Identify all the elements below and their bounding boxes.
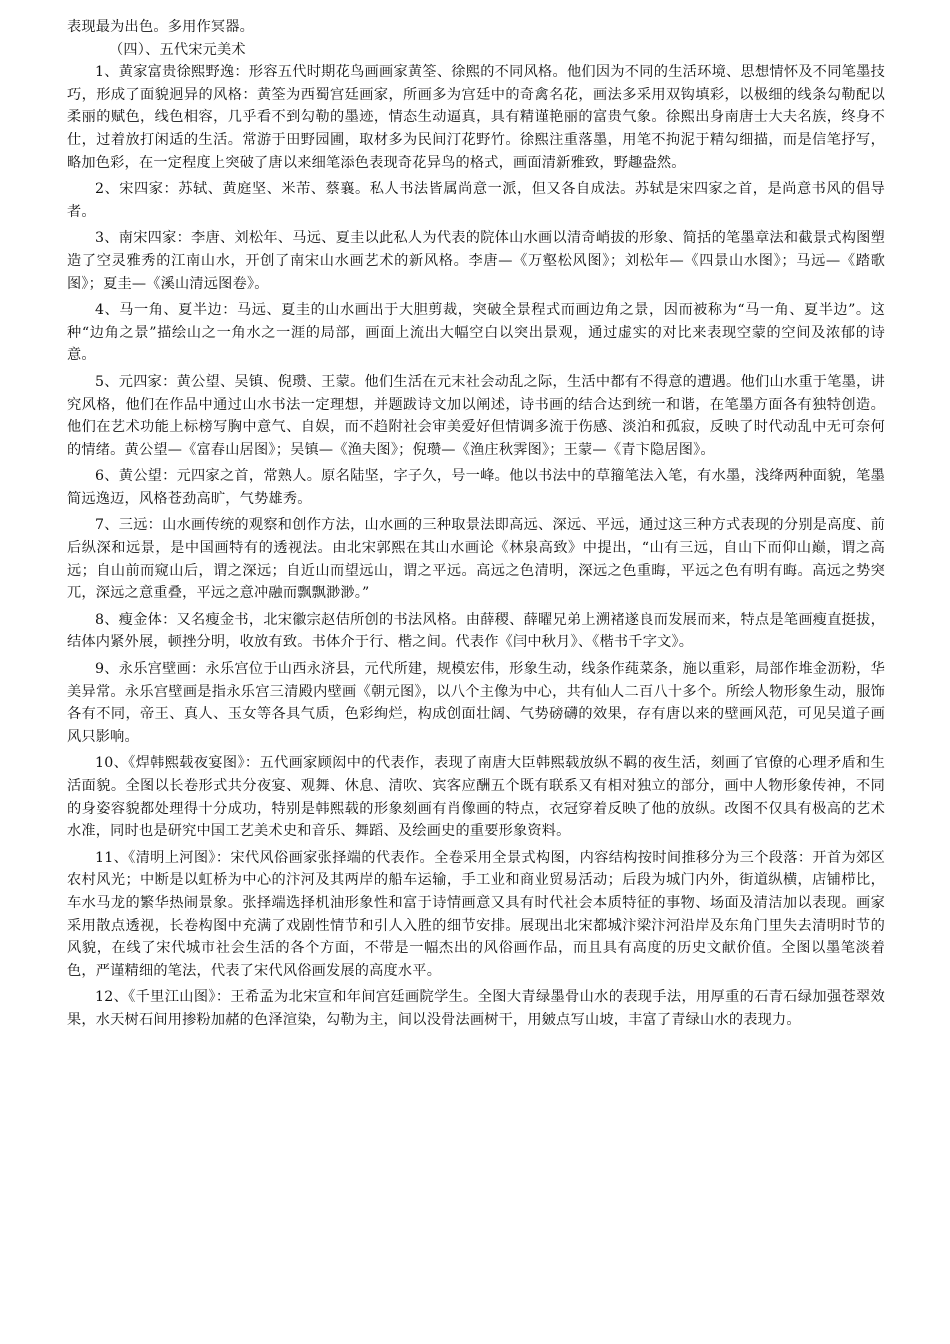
list-item: 9、永乐宫壁画：永乐宫位于山西永济县，元代所建，规模宏伟，形象生动，线条作莼菜条，施以重彩，局部作堆金沥粉，华美异常。永乐宫壁画是指永乐宫三清殿内壁画《朝元图》，以八个主像为中心，共有仙人二百八十多个。所绘人物形象生动，服饰各有不同，帝王、真人、玉女等各具气质，色彩绚烂，构成创面壮阔、气势磅礴的效果，存有唐以来的壁画风范，可见吴道子画风只影响。 (67, 661, 885, 745)
section-heading: （四）、五代宋元美术 (109, 41, 246, 58)
list-item: 10、《焊韩熙载夜宴图》：五代画家顾闳中的代表作，表现了南唐大臣韩熙载放纵不羁的夜生活，刻画了官僚的心理矛盾和生活面貌。全图以长卷形式共分夜宴、观舞、休息、清吹、宾客应酬五个既有联系又有相对独立的部分，画中人物形象传神，不同的身姿容貌都处理得十分成功，特别是韩熙载的形象刻画有肖像画的特点，衣冠穿着反映了他的放纵。改图不仅具有极高的艺术水准，同时也是研究中国工艺美术史和音乐、舞蹈、及绘画史的重要形象资料。 (67, 755, 885, 840)
intro-line: 表现最为出色。多用作冥器。 (67, 19, 255, 35)
list-item: 12、《千里江山图》：王希孟为北宋宣和年间宫廷画院学生。全图大青绿墨骨山水的表现手法，用厚重的石青石绿加强苍翠效果，水天树石间用掺粉加赭的色泽渲染，勾勒为主，间以没骨法画树干，用皴点写山坡，丰富了青绿山水的表现力。 (67, 989, 885, 1028)
list-item: 5、元四家：黄公望、吴镇、倪瓒、王蒙。他们生活在元末社会动乱之际，生活中都有不得意的遭遇。他们山水重于笔墨，讲究风格，他们在作品中通过山水书法一定理想，并题跋诗文加以阐述，诗书画的结合达到统一和谐，在笔墨方面各有独特创造。他们在艺术功能上标榜写胸中意气、自娱，而不趋附社会审美爱好但情调多流于伤感、淡泊和孤寂，反映了时代动乱中无可奈何的情绪。黄公望—《富春山居图》；吴镇—《渔夫图》；倪瓒—《渔庄秋霁图》；王蒙—《青卞隐居图》。 (67, 373, 885, 458)
list-item: 2、宋四家：苏轼、黄庭坚、米芾、蔡襄。私人书法皆属尚意一派，但又各自成法。苏轼是宋四家之首，是尚意书风的倡导者。 (67, 181, 885, 220)
list-item: 1、黄家富贵徐熙野逸：形容五代时期花鸟画画家黄筌、徐熙的不同风格。他们因为不同的生活环境、思想情怀及不同笔墨技巧，形成了面貌迥异的风格：黄筌为西蜀宫廷画家，所画多为宫廷中的奇禽名花，画法多采用双钩填彩，以极细的线条勾勒配以柔丽的赋色，线色相容，几乎看不到勾勒的墨迹，情态生动逼真，具有精谨艳丽的富贵气象。徐熙出身南唐士大夫名族，终身不仕，过着放打闲适的生活。常游于田野园圃，取材多为民间汀花野竹。徐熙注重落墨，用笔不拘泥于精勾细描，而是信笔抒写，略加色彩，在一定程度上突破了唐以来细笔添色表现奇花异鸟的格式，画面清新雅致，野趣盎然。 (67, 64, 885, 171)
list-item: 4、马一角、夏半边：马远、夏圭的山水画出于大胆剪裁，突破全景程式而画边角之景，因而被称为“马一角、夏半边”。这种“边角之景”描绘山之一角水之一涯的局部，画面上流出大幅空白以突出景观，通过虚实的对比来表现空蒙的空间及浓郁的诗意。 (67, 302, 885, 364)
document-page (67, 16, 885, 1036)
list-item: 6、黄公望：元四家之首，常熟人。原名陆坚，字子久，号一峰。他以书法中的草籀笔法入笔，有水墨，浅绛两种面貌，笔墨简远逸迈，风格苍劲高旷，气势雄秀。 (67, 468, 885, 507)
list-item: 11、《清明上河图》：宋代风俗画家张择端的代表作。全卷采用全景式构图，内容结构按时间推移分为三个段落：开首为郊区农村风光；中断是以虹桥为中心的汴河及其两岸的船车运输，手工业和商业贸易活动；后段为城门内外，街道纵横，店铺栉比，车水马龙的繁华热闹景象。张择端选择机油形象性和富于诗情画意又具有时代社会本质特征的事物、场面及清洁加以表现。画家采用散点透视，长卷构图中充满了戏剧性情节和引人入胜的细节安排。展现出北宋都城汴梁汴河沿岸及东角门里失去清明时节的风貌，在线了宋代城市社会生活的各个方面，不带是一幅杰出的风俗画作品，而且具有高度的历史文献价值。全图以墨笔淡着色，严谨精细的笔法，代表了宋代风俗画发展的高度水平。 (67, 849, 885, 979)
item-list (67, 61, 885, 1031)
list-item: 7、三远：山水画传统的观察和创作方法，山水画的三种取景法即高远、深远、平远，通过这三种方式表现的分别是高度、前后纵深和远景，是中国画特有的透视法。由北宋郭熙在其山水画论《林泉高致》中提出，“山有三远，自山下而仰山巅，谓之高远；自山前而窥山后，谓之深远；自近山而望远山，谓之平远。高远之色清明，深远之色重晦，平远之色有明有晦。高远之势突兀，深远之意重叠，平远之意冲融而飘飘渺渺。” (67, 517, 885, 602)
list-item: 8、瘦金体：又名瘦金书，北宋徽宗赵佶所创的书法风格。由薛稷、薛曜兄弟上溯褚遂良而发展而来，特点是笔画瘦直挺拔，结体内紧外展，顿挫分明，收放有致。书体介于行、楷之间。代表作《闫中秋月》、《楷书千字文》。 (67, 611, 885, 651)
list-item: 3、南宋四家：李唐、刘松年、马远、夏圭以此私人为代表的院体山水画以清奇峭拔的形象、简括的笔墨章法和截景式构图塑造了空灵雅秀的江南山水，开创了南宋山水画艺术的新风格。李唐—《万壑松风图》；刘松年—《四景山水图》；马远—《踏歌图》；夏圭—《溪山清远图卷》。 (67, 230, 885, 292)
